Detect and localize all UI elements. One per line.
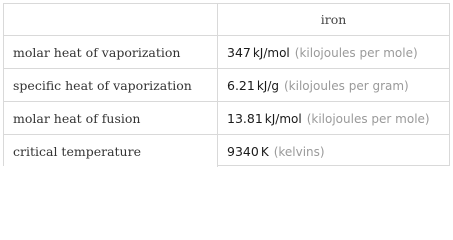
- unit-description: (kilojoules per mole): [306, 111, 430, 126]
- table-row: [4, 36, 449, 69]
- value-unit: kJ/mol: [252, 45, 290, 60]
- table-header-row: [4, 4, 449, 36]
- row-value-cell: [218, 102, 450, 135]
- value-number: 9340: [227, 143, 259, 159]
- column-header-iron: iron: [320, 12, 347, 27]
- row-value-cell: [218, 69, 450, 102]
- row-label: molar heat of fusion: [4, 102, 218, 135]
- table-row: [4, 135, 449, 168]
- unit-description: (kilojoules per gram): [284, 78, 409, 93]
- header-corner-cell: [4, 4, 218, 36]
- value-number: 347: [227, 44, 251, 60]
- unit-description: (kilojoules per mole): [294, 45, 418, 60]
- properties-table-frame: [3, 3, 450, 166]
- row-label: specific heat of vaporization: [4, 69, 218, 102]
- row-value-cell: [218, 135, 450, 168]
- row-value-cell: [218, 36, 450, 69]
- unit-description: (kelvins): [273, 144, 325, 159]
- row-label: molar heat of vaporization: [4, 36, 218, 69]
- table-row: [4, 69, 449, 102]
- table-row: [4, 102, 449, 135]
- value-unit: kJ/g: [256, 78, 279, 93]
- value-unit: kJ/mol: [264, 111, 302, 126]
- value-number: 13.81: [227, 110, 263, 126]
- value-number: 6.21: [227, 77, 255, 93]
- row-label: critical temperature: [4, 135, 218, 168]
- properties-table: [4, 4, 449, 167]
- value-unit: K: [260, 144, 269, 159]
